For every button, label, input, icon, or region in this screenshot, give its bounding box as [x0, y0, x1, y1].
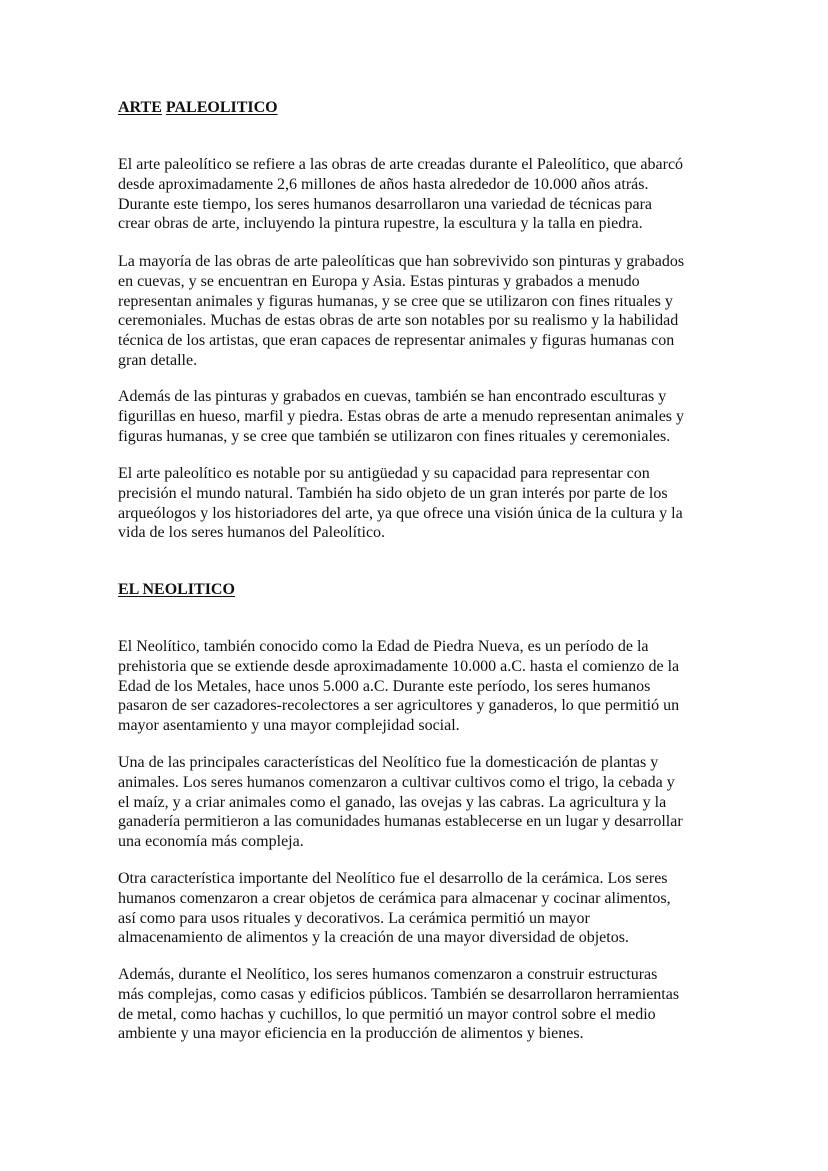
- text-line: representan animales y figuras humanas, y se cree que se utilizaron con fines rituales y: [118, 292, 673, 310]
- section-title-neolitico: [118, 580, 235, 600]
- text-line: gran detalle.: [118, 351, 198, 369]
- text-line: Edad de los Metales, hace unos 5.000 a.C. Durante este período, los seres humanos: [118, 677, 651, 695]
- title-neolitico: EL NEOLITICO: [118, 581, 235, 598]
- text-line: una economía más compleja.: [118, 833, 304, 851]
- paragraph-paleolitico-esculturas: [118, 387, 718, 446]
- text-line: Una de las principales características del Neolítico fue la domesticación de plantas y: [118, 754, 659, 771]
- text-line: Durante este tiempo, los seres humanos desarrollaron una variedad de técnicas para: [118, 195, 653, 213]
- text-line: prehistoria que se extiende desde aproximadamente 10.000 a.C. hasta el comienzo de la: [118, 657, 680, 675]
- text-line: vida de los seres humanos del Paleolítico.: [118, 524, 386, 542]
- text-line: animales. Los seres humanos comenzaron a cultivar cultivos como el trigo, la cebada y: [118, 773, 675, 791]
- text-line: pasaron de ser cazadores-recolectores a ser agricultores y ganaderos, lo que permitió un: [118, 697, 680, 715]
- title-word-arte: ARTE: [118, 99, 162, 116]
- text-line: figuras humanas, y se cree que también se utilizaron con fines rituales y ceremoniales.: [118, 427, 671, 445]
- text-line: técnica de los artistas, que eran capaces de representar animales y figuras humanas con: [118, 332, 675, 350]
- text-line: el maíz, y a criar animales como el ganado, las ovejas y las cabras. La agricultura y la: [118, 793, 667, 811]
- title-word-paleolitico: PALEOLITICO: [165, 99, 278, 116]
- text-line: ganadería permitieron a las comunidades humanas establecerse en un lugar y desarrollar: [118, 813, 683, 831]
- text-line: El arte paleolítico se refiere a las obras de arte creadas durante el Paleolítico, que abarcó: [118, 156, 684, 173]
- paragraph-neolitico-estructuras: [118, 965, 718, 1044]
- text-line: Además de las pinturas y grabados en cuevas, también se han encontrado esculturas y: [118, 388, 667, 405]
- text-line: ceremoniales. Muchas de estas obras de arte son notables por su realismo y la habilidad: [118, 312, 679, 330]
- text-line: precisión el mundo natural. También ha sido objeto de un gran interés por parte de los: [118, 484, 668, 502]
- section-title-arte-paleolitico: [118, 98, 278, 118]
- text-line: El Neolítico, también conocido como la Edad de Piedra Nueva, es un período de la: [118, 638, 649, 655]
- paragraph-paleolitico-notable: [118, 464, 718, 543]
- text-line: en cuevas, y se encuentran en Europa y Asia. Estas pinturas y grabados a menudo: [118, 272, 640, 290]
- text-line: arqueólogos y los historiadores del arte, ya que ofrece una visión única de la cultura y la: [118, 504, 683, 522]
- paragraph-neolitico-domesticacion: [118, 753, 718, 852]
- text-line: almacenamiento de alimentos y la creación de una mayor diversidad de objetos.: [118, 929, 629, 947]
- paragraph-neolitico-ceramica: [118, 869, 718, 948]
- paragraph-neolitico-intro: [118, 637, 718, 736]
- text-line: Además, durante el Neolítico, los seres humanos comenzaron a construir estructuras: [118, 966, 658, 983]
- text-line: así como para usos rituales y decorativos. La cerámica permitió un mayor: [118, 909, 590, 927]
- text-line: figurillas en hueso, marfil y piedra. Estas obras de arte a menudo representan animales y: [118, 407, 685, 425]
- text-line: más complejas, como casas y edificios públicos. También se desarrollaron herramientas: [118, 985, 680, 1003]
- text-line: Otra característica importante del Neolítico fue el desarrollo de la cerámica. Los seres: [118, 870, 668, 887]
- text-line: La mayoría de las obras de arte paleolíticas que han sobrevivido son pinturas y grabados: [118, 253, 685, 270]
- text-line: crear obras de arte, incluyendo la pintura rupestre, la escultura y la talla en piedra.: [118, 215, 643, 233]
- text-line: de metal, como hachas y cuchillos, lo que permitió un mayor control sobre el medio: [118, 1005, 656, 1023]
- text-line: El arte paleolítico es notable por su antigüedad y su capacidad para representar con: [118, 465, 650, 482]
- text-line: mayor asentamiento y una mayor complejidad social.: [118, 717, 460, 735]
- paragraph-paleolitico-intro: [118, 155, 718, 234]
- text-line: ambiente y una mayor eficiencia en la producción de alimentos y bienes.: [118, 1025, 584, 1043]
- text-line: desde aproximadamente 2,6 millones de años hasta alrededor de 10.000 años atrás.: [118, 175, 649, 193]
- paragraph-paleolitico-cuevas: [118, 252, 718, 371]
- text-line: humanos comenzaron a crear objetos de cerámica para almacenar y cocinar alimentos,: [118, 889, 671, 907]
